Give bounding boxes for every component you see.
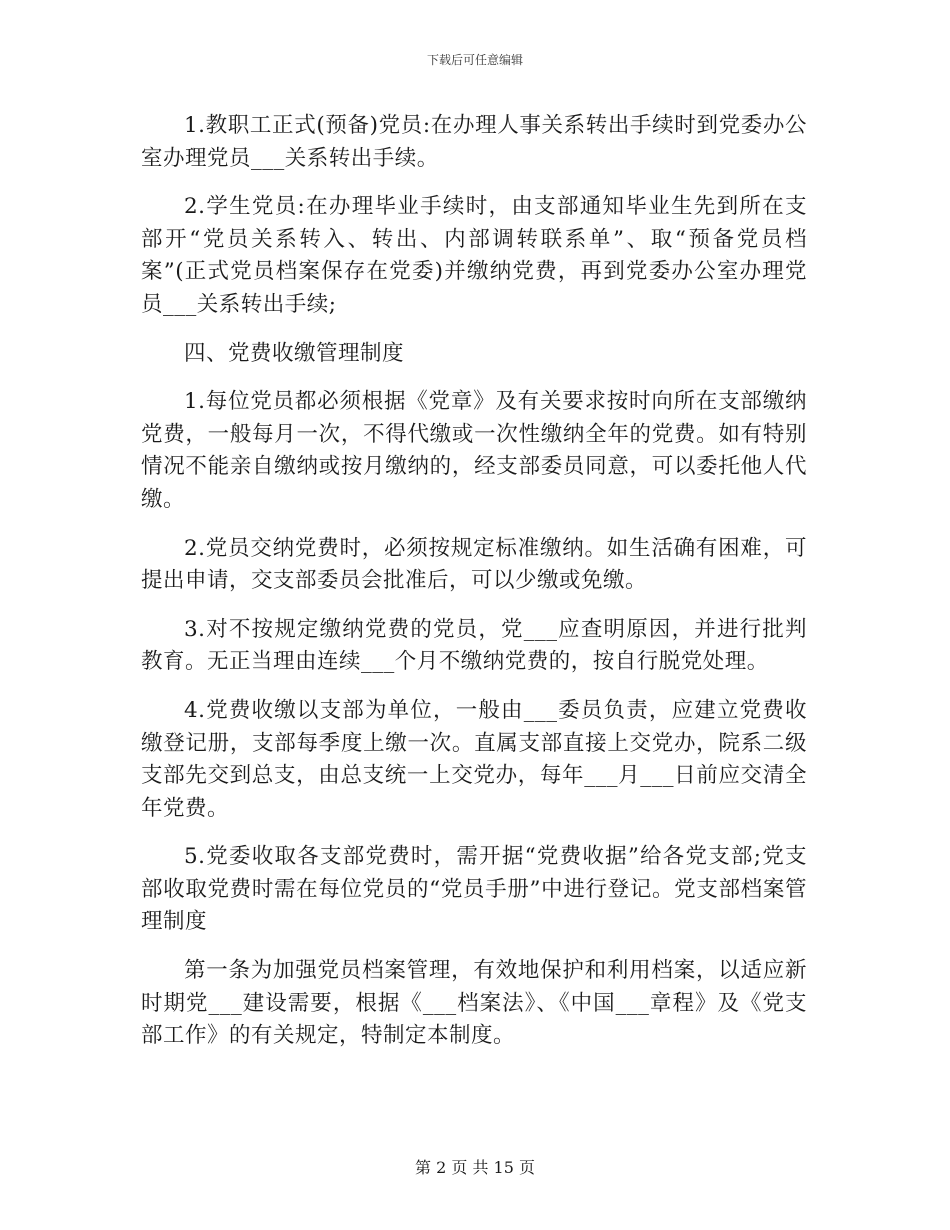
paragraph-dues-rule-3: 3.对不按规定缴纳党费的党员，党___应查明原因，并进行批判教育。无正当理由连续___个月不缴纳党费的，按自行脱党处理。	[141, 616, 807, 675]
paragraph-dues-rule-2: 2.党员交纳党费时，必须按规定标准缴纳。如生活确有困难，可提出申请，交支部委员会批准后，可以少缴或免缴。	[141, 535, 807, 594]
paragraph-dues-rule-5: 5.党委收取各支部党费时，需开据“党费收据”给各党支部;党支部收取党费时需在每位党员的“党员手册”中进行登记。党支部档案管理制度	[141, 844, 807, 935]
section-heading-dues: 四、党费收缴管理制度	[184, 340, 405, 366]
paragraph-archive-article-1: 第一条为加强党员档案管理，有效地保护和利用档案，以适应新时期党___建设需要，根据《___档案法》、《中国___章程》及《党支部工作》的有关规定，特制定本制度。	[141, 958, 807, 1049]
page-number: 第 2 页 共 15 页	[415, 1158, 535, 1177]
paragraph-student-transfer: 2.学生党员:在办理毕业手续时，由支部通知毕业生先到所在支部开“党员关系转入、转出、内部调转联系单”、取“预备党员档案”(正式党员档案保存在党委)并缴纳党费，再到党委办公室办理党员___关系转出手续;	[141, 194, 807, 317]
document-body	[141, 110, 807, 1053]
paragraph-dues-rule-4: 4.党费收缴以支部为单位，一般由___委员负责，应建立党费收缴登记册，支部每季度上缴一次。直属支部直接上交党办，院系二级支部先交到总支，由总支统一上交党办，每年___月___日前应交清全年党费。	[141, 697, 807, 821]
paragraph-dues-rule-1: 1.每位党员都必须根据《党章》及有关要求按时向所在支部缴纳党费，一般每月一次，不得代缴或一次性缴纳全年的党费。如有特别情况不能亲自缴纳或按月缴纳的，经支部委员同意，可以委托他人代缴。	[141, 389, 807, 512]
paragraph-staff-transfer: 1.教职工正式(预备)党员:在办理人事关系转出手续时到党委办公室办理党员___关系转出手续。	[141, 113, 807, 171]
page-header: 下载后可任意编辑	[426, 53, 523, 67]
